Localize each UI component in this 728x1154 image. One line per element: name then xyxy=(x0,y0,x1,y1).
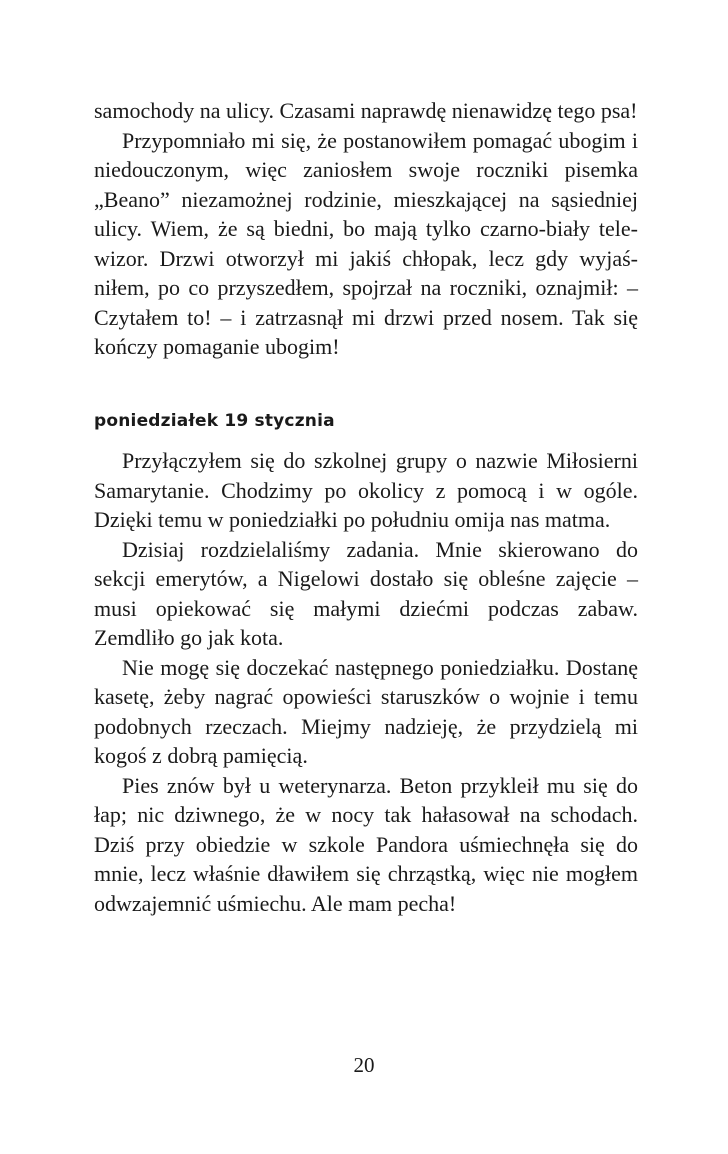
page-number: 20 xyxy=(353,1053,375,1077)
paragraph: Dzisiaj rozdzielaliśmy zadania. Mnie skierowano do sekcji emerytów, a Nigelowi dostało się obleśne zajęcie – musi opiekować się małymi dziećmi podczas zabaw. Zemdliło go jak kota. xyxy=(94,536,638,650)
paragraph-continued: samochody na ulicy. Czasami naprawdę nienawidzę tego psa! xyxy=(94,98,638,123)
paragraph: Pies znów był u weterynarza. Beton przykleił mu się do łap; nic dziwnego, że w nocy tak hałasował na schodach. Dziś przy obiedzie w szkole Pandora uśmiechnęła się do mnie, lecz właśnie dławiłem się chrząstką, więc nie mogłem odwzajemnić uśmiechu. Ale mam pecha! xyxy=(94,772,638,916)
paragraph: Nie mogę się doczekać następnego poniedziałku. Dostanę kasetę, żeby nagrać opowieści staruszków o wojnie i temu podobnych rzeczach. Miejmy nadzieję, że przydzielą mi kogoś z dobrą pamięcią. xyxy=(94,654,638,768)
continued-text xyxy=(94,96,638,362)
diary-entry-body xyxy=(94,446,638,918)
diary-entry-date: poniedziałek 19 stycznia xyxy=(94,411,335,431)
paragraph: Przyłączyłem się do szkolnej grupy o nazwie Miłosierni Samarytanie. Chodzimy po okolicy z pomocą i w ogóle. Dzięki temu w poniedziałki po południu omija nas matma. xyxy=(94,448,638,532)
paragraph: Przypomniało mi się, że postanowiłem pomagać ubogim i niedouczonym, więc zaniosłem swoje roczniki pisemka „Beano” niezamożnej rodzinie, mieszkającej na sąsiedniej ulicy. Wiem, że są biedni, bo mają tylko czarno-biały telewizor. Drzwi otworzył mi jakiś chłopak, lecz gdy wyjaśniłem, po co przyszedłem, spojrzał na roczniki, oznajmił: – Czytałem to! – i zatrzasnął mi drzwi przed nosem. Tak się kończy pomaganie ubogim! xyxy=(94,127,638,359)
